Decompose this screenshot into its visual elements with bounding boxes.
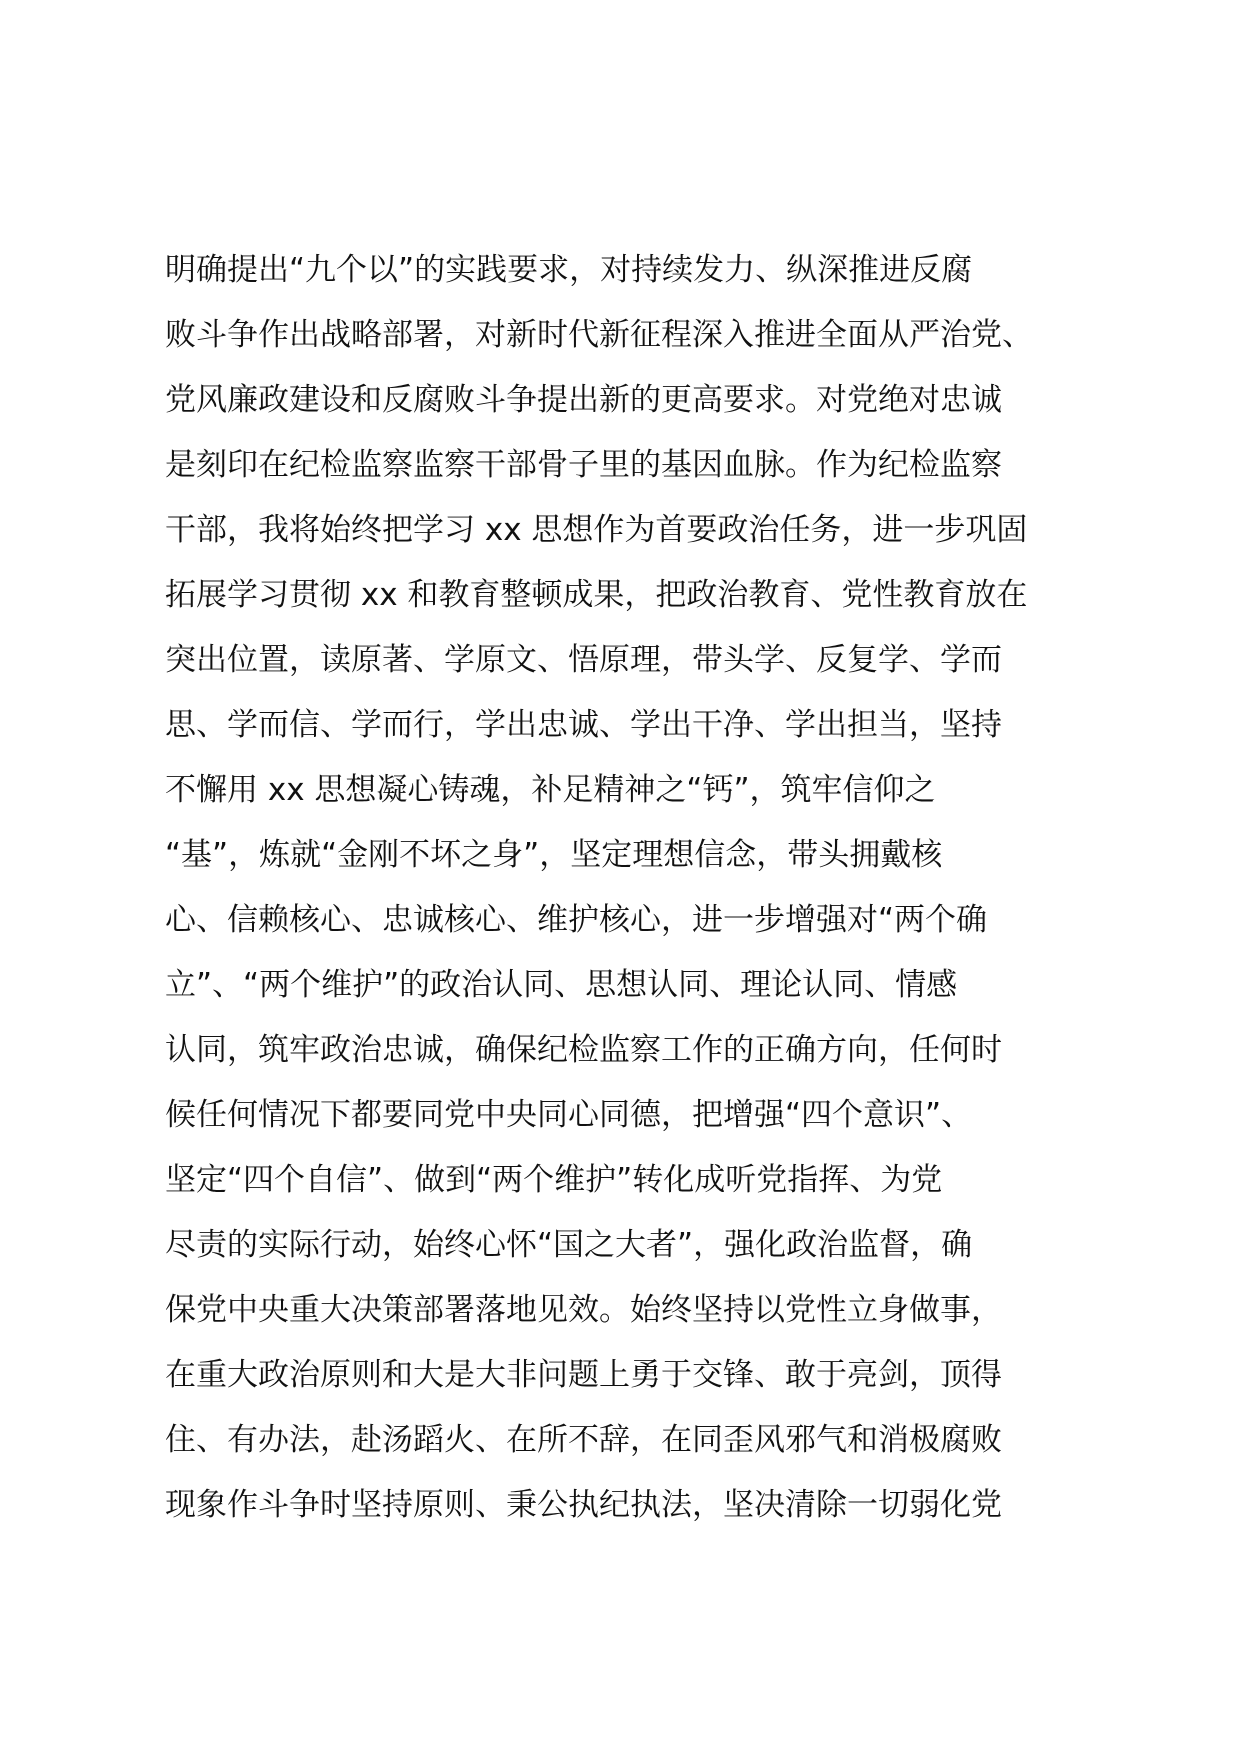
- text-line: 心、信赖核心、忠诚核心、维护核心，进一步增强对“两个确: [165, 902, 988, 938]
- text-line: 坚定“四个自信”、做到“两个维护”转化成听党指挥、为党: [165, 1162, 943, 1198]
- text-line: 认同，筑牢政治忠诚，确保纪检监察工作的正确方向，任何时: [165, 1032, 1002, 1068]
- text-line: 现象作斗争时坚持原则、秉公执纪执法，坚决清除一切弱化党: [165, 1487, 1002, 1523]
- text-line: 明确提出“九个以”的实践要求，对持续发力、纵深推进反腐: [165, 252, 973, 288]
- text-line: 党风廉政建设和反腐败斗争提出新的更高要求。对党绝对忠诚: [165, 382, 1002, 418]
- text-line: 拓展学习贯彻 xx 和教育整顿成果，把政治教育、党性教育放在: [165, 577, 1028, 613]
- text-line: 是刻印在纪检监察监察干部骨子里的基因血脉。作为纪检监察: [165, 447, 1002, 483]
- text-line: 在重大政治原则和大是大非问题上勇于交锋、敢于亮剑，顶得: [165, 1357, 1002, 1393]
- text-line: 干部，我将始终把学习 xx 思想作为首要政治任务，进一步巩固: [165, 512, 1028, 548]
- text-line: “基”，炼就“金刚不坏之身”，坚定理想信念，带头拥戴核: [165, 837, 943, 873]
- text-line: 不懈用 xx 思想凝心铸魂，补足精神之“钙”，筑牢信仰之: [165, 772, 936, 808]
- text-line: 住、有办法，赴汤蹈火、在所不辞，在同歪风邪气和消极腐败: [165, 1422, 1002, 1458]
- document-body: [165, 238, 1095, 1538]
- text-line: 保党中央重大决策部署落地见效。始终坚持以党性立身做事，: [165, 1292, 1002, 1328]
- text-line: 候任何情况下都要同党中央同心同德，把增强“四个意识”、: [165, 1097, 973, 1133]
- text-line: 立”、“两个维护”的政治认同、思想认同、理论认同、情感: [165, 967, 958, 1003]
- text-line: 尽责的实际行动，始终心怀“国之大者”，强化政治监督，确: [165, 1227, 973, 1263]
- text-line: 突出位置，读原著、学原文、悟原理，带头学、反复学、学而: [165, 642, 1002, 678]
- text-line: 败斗争作出战略部署，对新时代新征程深入推进全面从严治党、: [165, 317, 1033, 353]
- text-line: 思、学而信、学而行，学出忠诚、学出干净、学出担当，坚持: [165, 707, 1002, 743]
